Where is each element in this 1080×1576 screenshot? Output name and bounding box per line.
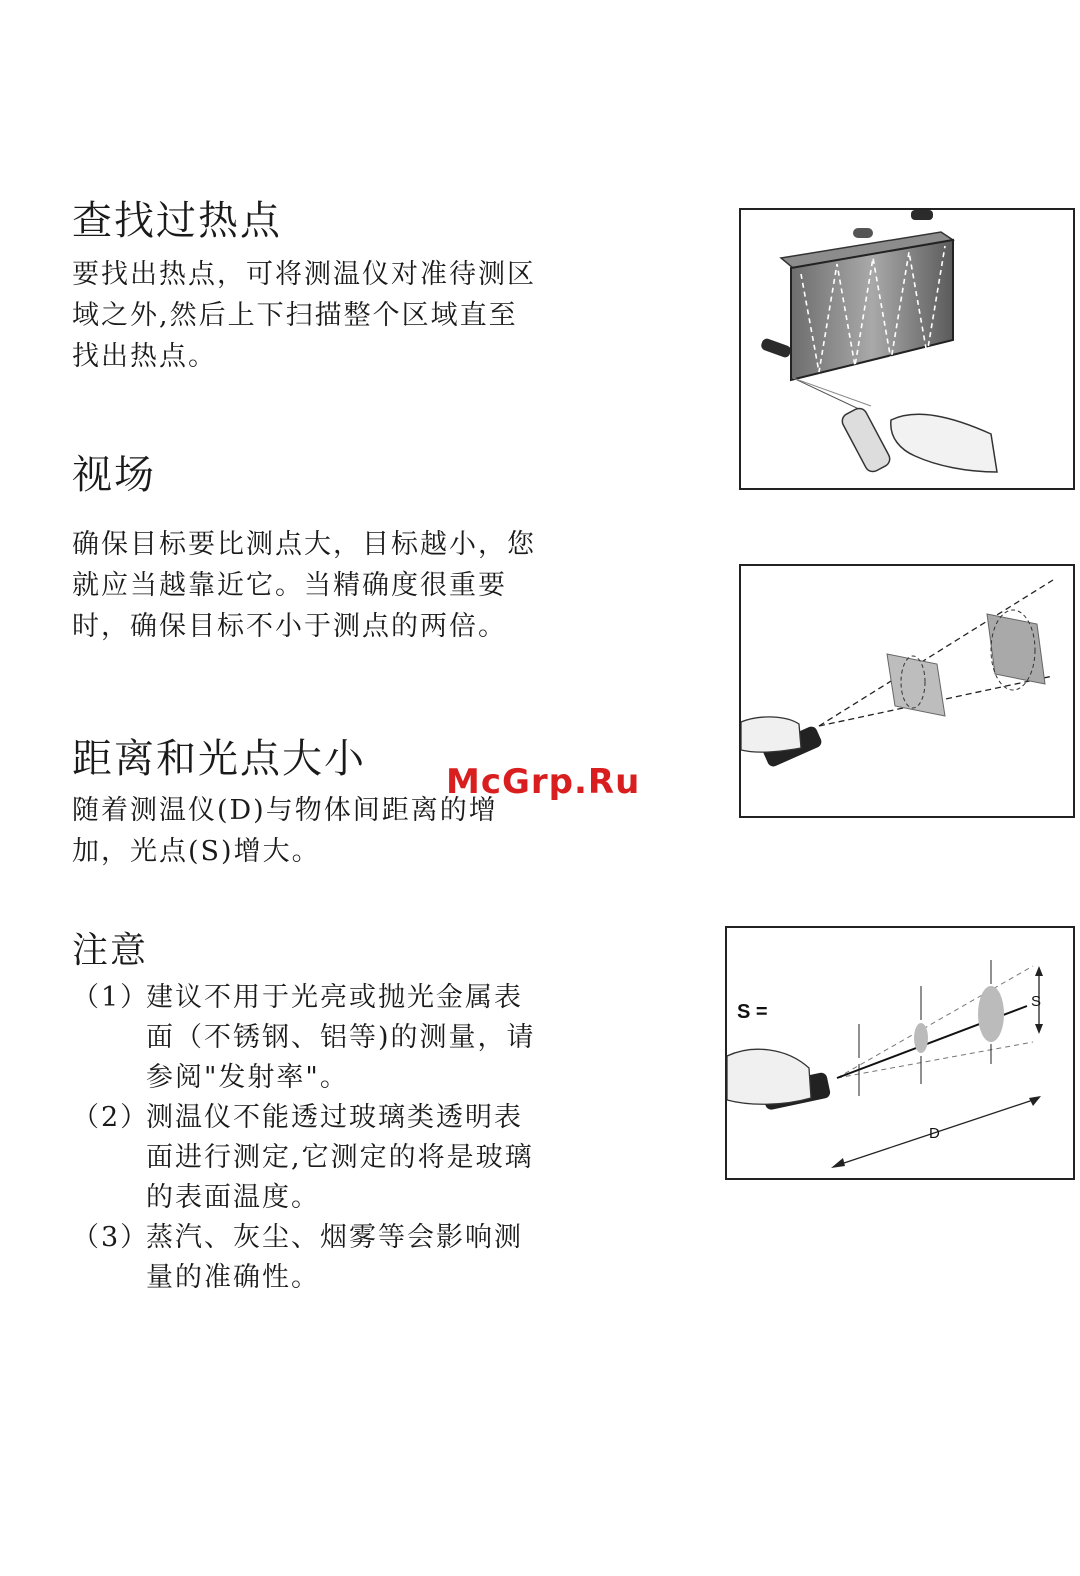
figure-radiator-scan [739, 208, 1075, 490]
note-item [72, 978, 542, 1098]
cone-edge [837, 966, 1033, 1078]
note-number: （1） [72, 982, 150, 1013]
cone-edge [837, 1042, 1033, 1078]
hand-drawing [891, 414, 997, 472]
laser-line [793, 378, 871, 406]
field-of-view-illustration [741, 566, 1073, 816]
section-body: 要找出热点，可将测温仪对准待测区域之外,然后上下扫描整个区域直至找出热点。 [72, 259, 536, 372]
section-field-of-view [72, 450, 542, 647]
figure-field-of-view [739, 564, 1075, 818]
section-title: 查找过热点 [72, 198, 282, 244]
note-text: 测温仪不能透过玻璃类透明表面进行测定,它测定的将是玻璃的表面温度。 [146, 1102, 534, 1213]
spot-far [978, 986, 1004, 1042]
thermometer-device [839, 406, 892, 475]
watermark-logo: McGrp.Ru [446, 762, 641, 802]
figure-distance-spot [725, 926, 1075, 1180]
note-item [72, 1218, 542, 1298]
section-distance-spot-size [72, 734, 542, 872]
section-body: 随着测温仪(D)与物体间距离的增加，光点(S)增大。 [72, 795, 498, 867]
note-text: 建议不用于光亮或抛光金属表面（不锈钢、铝等)的测量，请参阅"发射率"。 [146, 982, 536, 1093]
note-item [72, 1098, 542, 1218]
note-number: （3） [72, 1222, 150, 1253]
section-title: 视场 [72, 452, 156, 498]
target-near [887, 654, 945, 716]
radiator-pipe-top [911, 210, 933, 220]
notes-list [72, 978, 542, 1298]
d-dimension-label: D [929, 1125, 940, 1142]
radiator-illustration [741, 210, 1073, 488]
distance-spot-illustration [727, 928, 1073, 1178]
section-title: 距离和光点大小 [72, 736, 366, 782]
note-number: （2） [72, 1102, 150, 1133]
laser-line [793, 378, 861, 410]
target-far [987, 614, 1045, 684]
radiator-pipe-bottom [760, 337, 792, 359]
s-equals-label: S = [737, 1001, 768, 1023]
radiator-cap [853, 228, 873, 238]
s-dimension-label: S [1031, 993, 1042, 1010]
section-body: 确保目标要比测点大，目标越小，您就应当越靠近它。当精确度很重要时，确保目标不小于测点的两倍。 [72, 529, 536, 642]
note-text: 蒸汽、灰尘、烟雾等会影响测量的准确性。 [146, 1222, 523, 1293]
hand-drawing [727, 1049, 811, 1104]
spot-middle [914, 1023, 928, 1053]
hand-drawing [741, 717, 801, 752]
notes-title: 注意 [72, 930, 149, 971]
notes-section [72, 926, 542, 1298]
section-hot-spots [72, 196, 542, 377]
